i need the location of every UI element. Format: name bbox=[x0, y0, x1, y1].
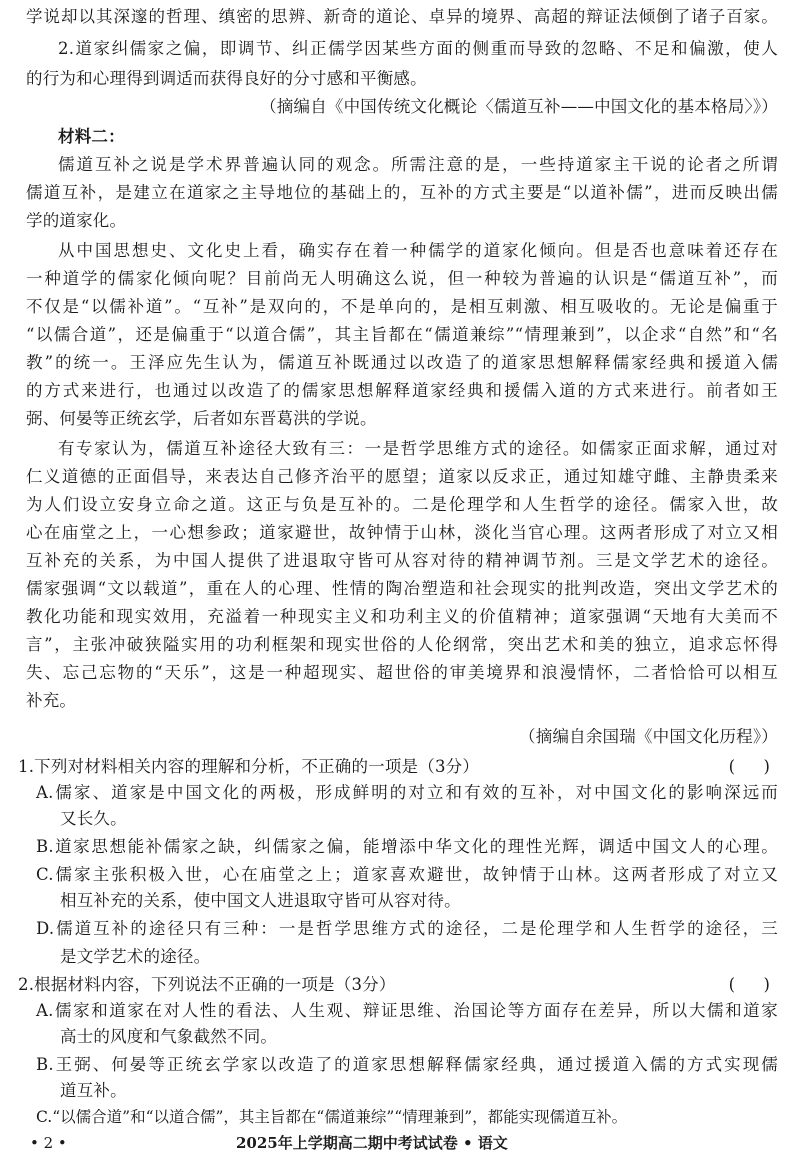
material1-line: 学说却以其深邃的哲理、缜密的思辨、新奇的道论、卓异的境界、高超的辩证法倾倒了诸子百家。 bbox=[26, 7, 778, 26]
question2-option-b: B.王弼、何晏等正统玄学家以改造了的道家思想解释儒家经典，通过援道入儒的方式实现儒 bbox=[36, 1055, 778, 1074]
question2-answer-blank: ( ) bbox=[728, 975, 776, 994]
question2-option-c: C.“以儒合道”和“以道合儒”，其主旨都在“儒道兼综”“情理兼到”，都能实现儒道互补。 bbox=[36, 1108, 628, 1126]
material2-p3-line: 互补充的关系，为中国人提供了进退取守皆可从容对待的精神调节剂。三是文学艺术的途径。 bbox=[26, 551, 778, 570]
material2-p3-line: 补充。 bbox=[26, 691, 77, 710]
material2-p1-line: 儒道互补，是建立在道家之主导地位的基础上的，互补的方式主要是“以道补儒”，进而反映出儒 bbox=[26, 183, 778, 202]
material2-source: （摘编自余国瑞《中国文化历程》） bbox=[519, 727, 778, 746]
question2-option-a-cont: 高士的风度和气象截然不同。 bbox=[60, 1027, 278, 1046]
question1-option-d-cont: 是文学艺术的途径。 bbox=[60, 947, 211, 966]
question1-option-b: B.道家思想能补儒家之缺，纠儒家之偏，能增添中华文化的理性光辉，调适中国文人的心理。 bbox=[36, 837, 778, 856]
material1-source: （摘编自《中国传统文化概论〈儒道互补——中国文化的基本格局〉》） bbox=[260, 97, 778, 116]
material2-p2-line: “以儒合道”，还是偏重于“以道合儒”，其主旨都在“儒道兼综”“情理兼到”，以企求“自然”和“名 bbox=[26, 325, 778, 344]
material2-p2-line: 不仅是“以儒补道”。“互补”是双向的，不是单向的，是相互刺激、相互吸收的。无论是偏重于 bbox=[26, 297, 778, 316]
material2-heading: 材料二： bbox=[58, 127, 125, 146]
material2-p3-line: 有专家认为，儒道互补途径大致有三：一是哲学思维方式的途径。如儒家正面求解，通过对 bbox=[58, 439, 778, 458]
material2-p2-line: 从中国思想史、文化史上看，确实存在着一种儒学的道家化倾向。但是否也意味着还存在 bbox=[58, 241, 778, 260]
material2-p3-line: 仁义道德的正面倡导，来表达自己修齐治平的愿望；道家以反求正，通过知雄守雌、主静贵柔来 bbox=[26, 467, 778, 486]
material2-p2-line: 的方式来进行，也通过以改造了的儒家思想解释道家经典和援儒入道的方式来进行。前者如王 bbox=[26, 381, 778, 400]
material2-p3-line: 失、忘己忘物的“天乐”，这是一种超现实、超世俗的审美境界和浪漫情怀，二者恰恰可以相互 bbox=[26, 663, 778, 682]
page-number: • 2 • bbox=[30, 1134, 67, 1152]
question2-option-b-cont: 道互补。 bbox=[60, 1081, 127, 1100]
material2-p3-line: 为人们设立安身立命之道。这正与负是互补的。二是伦理学和人生哲学的途径。儒家入世，故 bbox=[26, 495, 778, 514]
question1-option-a: A.儒家、道家是中国文化的两极，形成鲜明的对立和有效的互补，对中国文化的影响深远而 bbox=[36, 783, 778, 802]
question2-stem: 2.根据材料内容，下列说法不正确的一项是（3分） bbox=[18, 975, 396, 994]
question1-option-d: D.儒道互补的途径只有三种：一是哲学思维方式的途径，二是伦理学和人生哲学的途径，三 bbox=[36, 919, 778, 938]
question1-option-c-cont: 相互补充的关系，使中国文人进退取守皆可从容对待。 bbox=[60, 891, 461, 910]
material2-p3-line: 言”，主张冲破狭隘实用的功利框架和现实世俗的人伦纲常，突出艺术和美的独立，追求忘怀得 bbox=[26, 635, 778, 654]
material1-point2-line2: 的行为和心理得到调适而获得良好的分寸感和平衡感。 bbox=[26, 69, 427, 88]
question1-stem: 1.下列对材料相关内容的理解和分析，不正确的一项是（3分） bbox=[18, 757, 480, 776]
material2-p2-line: 教”的统一。王泽应先生认为，儒道互补既通过以改造了的道家思想解释儒家经典和援道入儒 bbox=[26, 353, 778, 372]
material2-p2-line: 弼、何晏等正统玄学，后者如东晋葛洪的学说。 bbox=[26, 409, 377, 428]
material2-p3-line: 心在庙堂之上，一心想参政；道家避世，故钟情于山林，淡化当官心理。这两者形成了对立又相 bbox=[26, 523, 778, 542]
material2-p1-line: 儒道互补之说是学术界普遍认同的观念。所需注意的是，一些持道家主干说的论者之所谓 bbox=[58, 155, 778, 174]
material1-point2-line1: 2.道家纠儒家之偏，即调节、纠正儒学因某些方面的侧重而导致的忽略、不足和偏激，使人 bbox=[58, 39, 778, 58]
material2-p2-line: 一种道学的儒家化倾向呢？目前尚无人明确这么说，但一种较为普遍的认识是“儒道互补”，而 bbox=[26, 269, 778, 288]
exam-title: 2025年上学期高二期中考试试卷 • 语文 bbox=[236, 1134, 508, 1152]
question1-option-c: C.儒家主张积极入世，心在庙堂之上；道家喜欢避世，故钟情于山林。这两者形成了对立又 bbox=[36, 865, 778, 884]
question1-option-a-cont: 又长久。 bbox=[60, 809, 127, 828]
material2-p3-line: 教化功能和现实效用，充溢着一种现实主义和功利主义的价值精神；道家强调“天地有大美而不 bbox=[26, 607, 778, 626]
question2-option-a: A.儒家和道家在对人性的看法、人生观、辩证思维、治国论等方面存在差异，所以大儒和道家 bbox=[36, 1001, 778, 1020]
material2-p1-line: 学的道家化。 bbox=[26, 211, 127, 230]
question1-answer-blank: ( ) bbox=[728, 757, 776, 776]
material2-p3-line: 儒家强调“文以载道”，重在人的心理、性情的陶冶塑造和社会现实的批判改造，突出文学艺术的 bbox=[26, 579, 778, 598]
